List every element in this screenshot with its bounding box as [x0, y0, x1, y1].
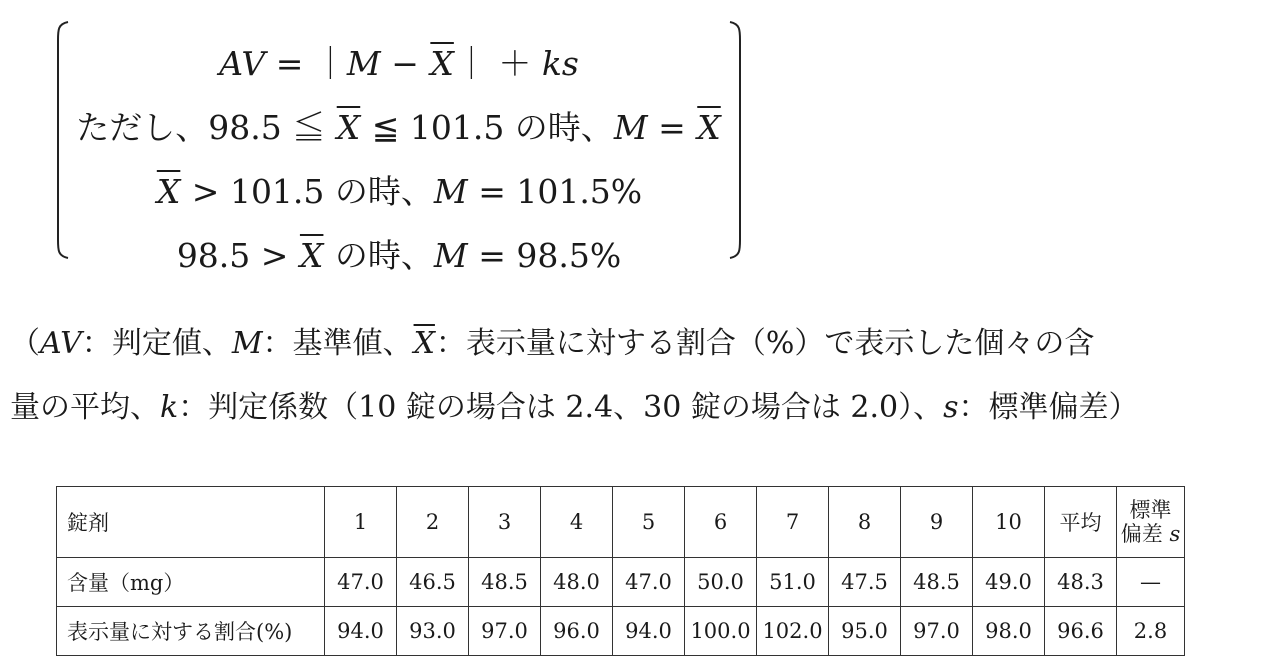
value-cell: 94.0 [325, 607, 397, 656]
std-cell: 2.8 [1117, 607, 1185, 656]
value-cell: 48.5 [469, 558, 541, 607]
formula-text: > 101.5 の時、 [181, 172, 434, 211]
formula-m: M [433, 172, 468, 211]
header-col-cell: 8 [829, 487, 901, 558]
formula-xbar: $\overline{X}$ [430, 44, 454, 83]
description-row-1 [10, 312, 1275, 376]
formula-xbar: $\overline{X}$ [156, 172, 181, 211]
table-row-percentage [57, 607, 1185, 656]
value-cell: 94.0 [613, 607, 685, 656]
formula-m: M [433, 236, 468, 275]
value-cell: 47.0 [613, 558, 685, 607]
row-label-cell: 含量（mg） [57, 558, 325, 607]
avg-cell: 96.6 [1045, 607, 1117, 656]
value-cell: 48.0 [541, 558, 613, 607]
desc-text: ：判定係数（10 錠の場合は 2.4、30 錠の場合は 2.0）、 [178, 390, 944, 425]
desc-s: s [943, 390, 959, 425]
value-cell: 50.0 [685, 558, 757, 607]
table-row-content [57, 558, 1185, 607]
desc-text: ：標準偏差） [958, 390, 1139, 425]
std-cell: — [1117, 558, 1185, 607]
header-std-cell [1117, 487, 1185, 558]
desc-text: ：表示量に対する割合（%）で表示した個々の含 [435, 326, 1095, 361]
header-col-cell: 6 [685, 487, 757, 558]
formula-line-4 [56, 234, 742, 278]
value-cell: 95.0 [829, 607, 901, 656]
formula-text: = [647, 108, 697, 147]
formula-text: − [380, 44, 430, 83]
value-cell: 97.0 [901, 607, 973, 656]
formula-m: M [346, 44, 381, 83]
header-avg-cell: 平均 [1045, 487, 1117, 558]
header-col-cell: 10 [973, 487, 1045, 558]
formula-ks: ks [541, 44, 579, 83]
value-cell: 93.0 [397, 607, 469, 656]
formula-text: ｜ ＋ [454, 44, 542, 83]
value-cell: 96.0 [541, 607, 613, 656]
value-cell: 97.0 [469, 607, 541, 656]
header-col-cell: 3 [469, 487, 541, 558]
formula-text: ≦ 101.5 の時、 [361, 108, 614, 147]
value-cell: 100.0 [685, 607, 757, 656]
header-col-cell: 5 [613, 487, 685, 558]
formula-text: = ｜ [265, 44, 347, 83]
formula-block [56, 20, 742, 275]
formula-xbar: $\overline{X}$ [697, 108, 721, 147]
desc-text: ：判定値、 [81, 326, 232, 361]
value-cell: 47.5 [829, 558, 901, 607]
desc-xbar: $\overline{X}$ [413, 326, 435, 361]
header-std-text: 偏差 [1120, 522, 1170, 546]
legend-description [10, 312, 1275, 440]
value-cell: 51.0 [757, 558, 829, 607]
formula-line-1 [56, 42, 742, 86]
desc-text: ：基準値、 [262, 326, 413, 361]
desc-m: M [231, 326, 263, 361]
value-cell: 47.0 [325, 558, 397, 607]
header-std-line2 [1117, 522, 1184, 546]
formula-xbar: $\overline{X}$ [299, 236, 324, 275]
formula-line-3 [56, 170, 742, 214]
row-label-cell: 表示量に対する割合(%) [57, 607, 325, 656]
formula-xbar: $\overline{X}$ [336, 108, 361, 147]
desc-text: （ [10, 326, 40, 361]
formula-line-2 [56, 106, 742, 150]
desc-text: 量の平均、 [10, 390, 160, 425]
table-header-row [57, 487, 1185, 558]
formula-text: 98.5 > [176, 236, 299, 275]
header-std-symbol: s [1169, 522, 1181, 546]
value-cell: 98.0 [973, 607, 1045, 656]
header-label-cell: 錠剤 [57, 487, 325, 558]
description-row-2 [10, 376, 1275, 440]
value-cell: 49.0 [973, 558, 1045, 607]
tablet-data-table [56, 486, 1185, 656]
formula-text: の時、 [324, 236, 434, 275]
desc-k: k [160, 390, 179, 425]
formula-m: M [613, 108, 648, 147]
value-cell: 46.5 [397, 558, 469, 607]
value-cell: 48.5 [901, 558, 973, 607]
header-col-cell: 9 [901, 487, 973, 558]
formula-text: = 98.5% [467, 236, 622, 275]
avg-cell: 48.3 [1045, 558, 1117, 607]
value-cell: 102.0 [757, 607, 829, 656]
formula-av: AV [219, 44, 266, 83]
formula-text: = 101.5% [467, 172, 643, 211]
header-col-cell: 1 [325, 487, 397, 558]
header-col-cell: 2 [397, 487, 469, 558]
desc-av: AV [40, 326, 82, 361]
header-col-cell: 7 [757, 487, 829, 558]
formula-text: ただし、98.5 ≦ [76, 108, 336, 147]
header-std-line1: 標準 [1129, 498, 1172, 522]
header-col-cell: 4 [541, 487, 613, 558]
